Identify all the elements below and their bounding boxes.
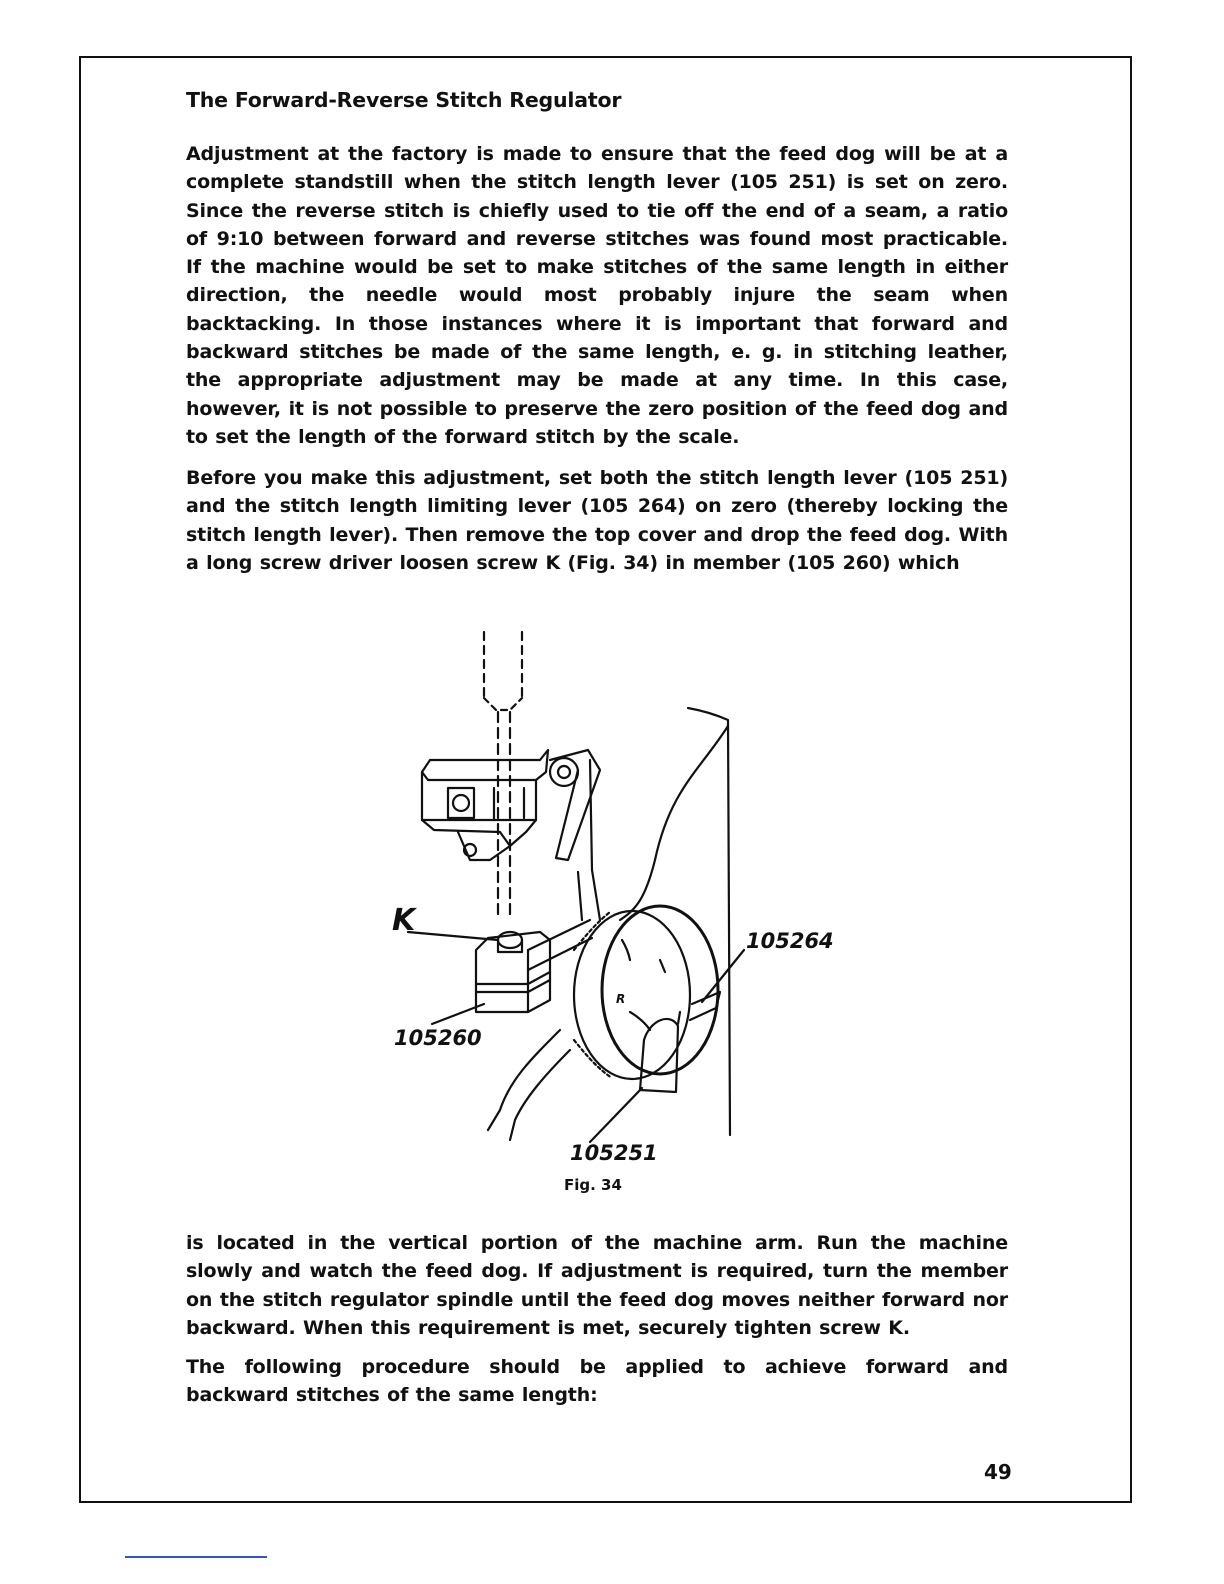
stitch-regulator-drawing <box>360 620 860 1180</box>
paragraph-3: is located in the vertical portion of the machine arm. Run the machine slowly and watch the feed dog. If adjustment is required, turn the member on the stitch regulator spindle until the feed dog moves neither forward nor backward. When this requirement is met, securely tighten screw K. <box>186 1232 1008 1339</box>
leader-105260 <box>432 1004 484 1024</box>
figure-34-illustration <box>360 620 860 1180</box>
paragraph-2: Before you make this adjustment, set both the stitch length lever (105 251) and the stitch length limiting lever (105 264) on zero (thereby locking the stitch length lever). Then remove the top cover and drop the feed dog. With a long screw driver loosen screw K (Fig. 34) in member (105 260) which <box>186 467 1008 574</box>
leader-105251 <box>590 1088 642 1142</box>
paragraph-4: The following procedure should be applied to achieve forward and backward stitches of the same length: <box>186 1356 1008 1407</box>
label-dial-r: R <box>616 992 626 1006</box>
page-number: 49 <box>984 1460 1012 1484</box>
dial-back <box>574 911 690 1079</box>
dial-face <box>602 906 718 1074</box>
bracket-top <box>422 750 548 780</box>
arm-contour-lower <box>488 1030 560 1130</box>
label-k: K <box>392 903 416 938</box>
label-105251: 105251 <box>570 1141 658 1165</box>
label-105264: 105264 <box>746 929 834 953</box>
section-title: The Forward-Reverse Stitch Regulator <box>186 88 622 112</box>
regulator-spindle <box>528 920 592 970</box>
pivot-joint <box>550 758 578 786</box>
label-105260: 105260 <box>394 1026 482 1050</box>
arm-contour-inner <box>620 726 728 920</box>
paragraph-1: Adjustment at the factory is made to ensure that the feed dog will be at a complete standstill when the stitch length lever (105 251) is set on zero. Since the reverse stitch is chiefly used to tie off the end of a seam, a ratio of 9:10 between forward and reverse stitches was found most practicable. If the machine would be set to make stitches of the same length in either direction, the needle would most probably injure the seam when backtacking. In those instances where it is important that forward and backward stitches be made of the same length, e. g. in stitching leather, the appropriate adjustment may be made at any time. In this case, however, it is not possible to preserve the zero position of the feed dog and to set the length of the forward stitch by the scale. <box>186 143 1008 448</box>
figure-caption: Fig. 34 <box>564 1176 622 1194</box>
leader-105264 <box>702 950 744 1002</box>
leader-k <box>408 932 498 940</box>
scan-mark-line <box>125 1556 267 1558</box>
